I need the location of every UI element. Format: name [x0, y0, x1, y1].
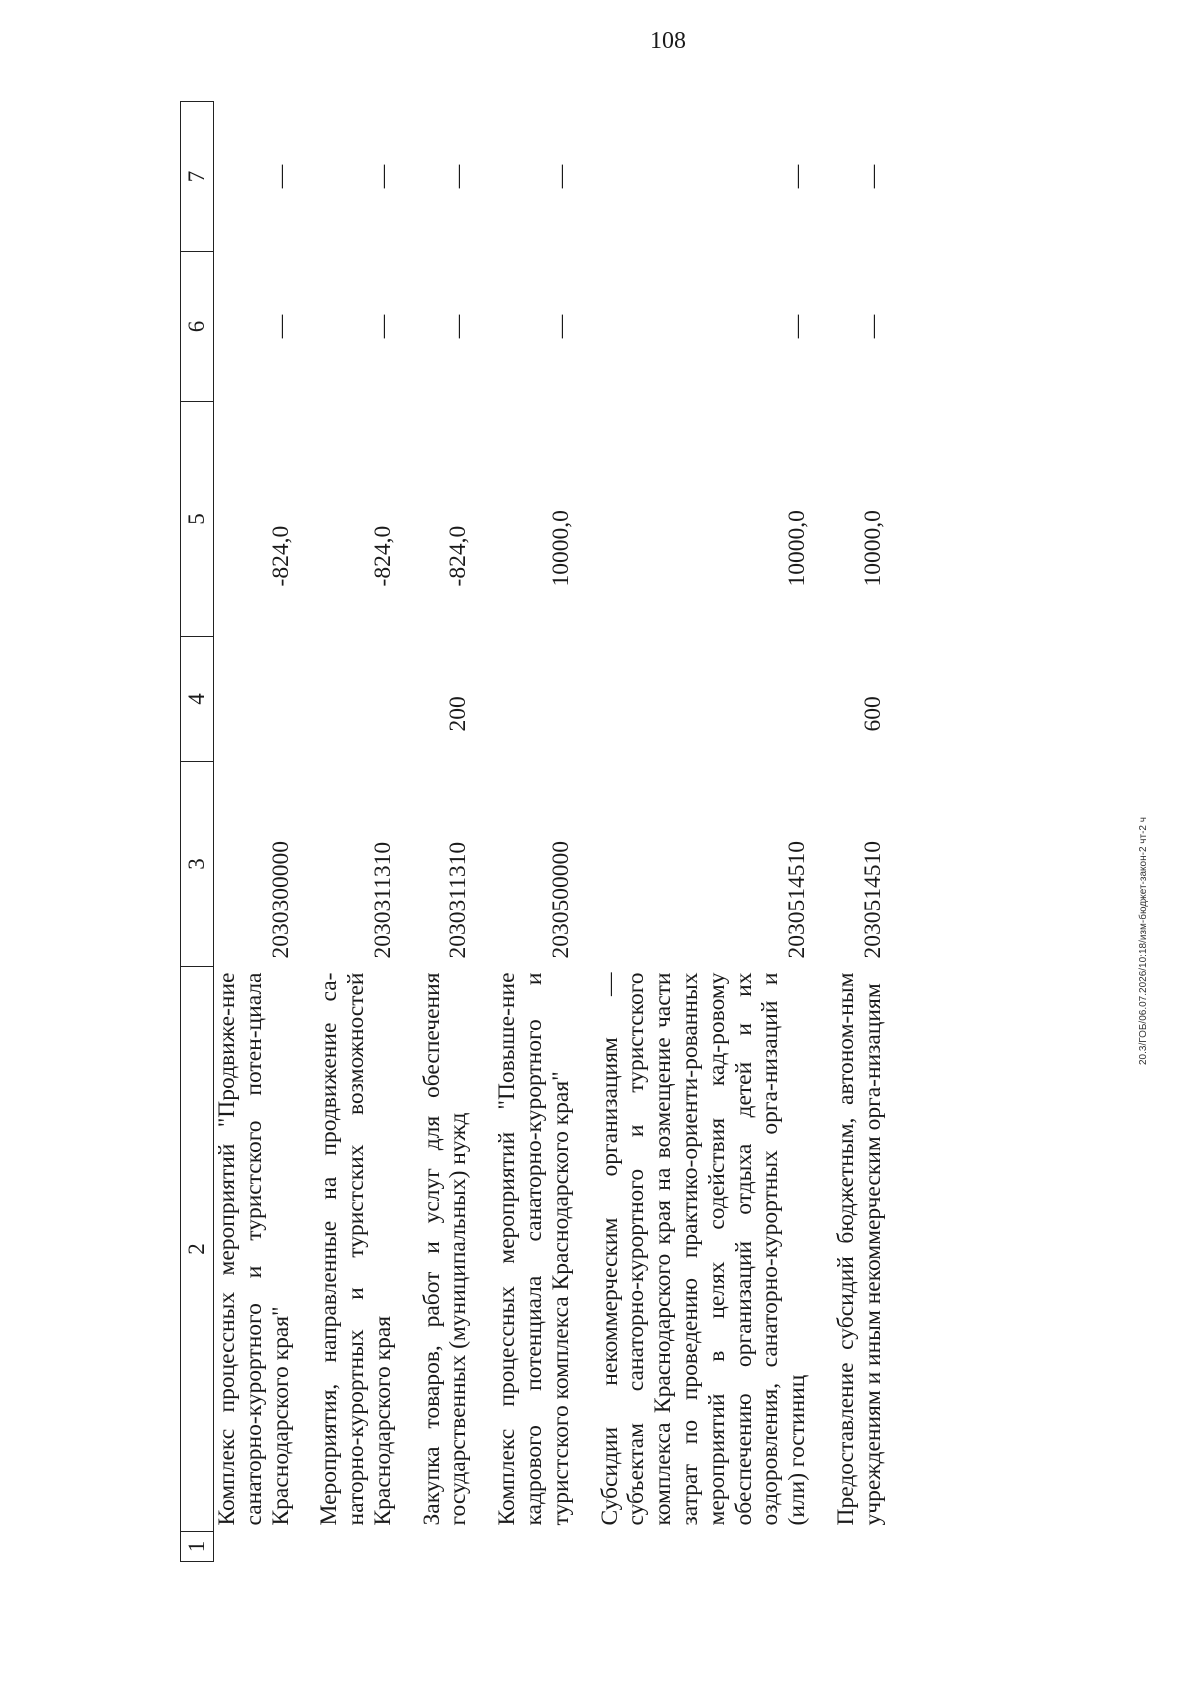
row-col-7: — [445, 164, 472, 189]
table-header-row [181, 102, 214, 1562]
table-row [833, 102, 909, 1562]
row-target-code: 2030300000 [267, 841, 294, 959]
table-row [316, 102, 418, 1562]
row-col-1 [494, 1532, 596, 1562]
row-target-code: 2030500000 [547, 841, 574, 959]
row-col-6: — [784, 314, 811, 339]
row-col-1 [419, 1532, 495, 1562]
row-description: Мероприятия, направленные на продвижение са-наторно-курортных и туристских возможностей Краснодарского края [316, 972, 396, 1526]
footer-document-code: 20.3/ГОБ/06.07.2026/10:18/изм-бюджет-закон-2 чт-2 ч [1138, 817, 1149, 1065]
row-col-1 [833, 1532, 909, 1562]
header-col-5: 5 [181, 402, 214, 637]
row-col-1 [316, 1532, 418, 1562]
row-amount: 10000,0 [547, 510, 574, 587]
row-expense-type [214, 637, 317, 762]
table-row [597, 102, 833, 1562]
row-target-code: 2030311310 [369, 841, 396, 959]
page-number: 108 [650, 28, 686, 54]
row-col-7: — [859, 164, 886, 189]
row-description: Комплекс процессных мероприятий "Продвиже-ние санаторно-курортного и туристского потен-циала Краснодарского края" [214, 972, 294, 1526]
row-amount: -824,0 [445, 525, 472, 587]
header-col-7: 7 [181, 102, 214, 252]
row-col-7: — [369, 164, 396, 189]
budget-table [180, 101, 908, 1562]
row-amount: -824,0 [267, 525, 294, 587]
header-col-1: 1 [181, 1532, 214, 1562]
header-col-2: 2 [181, 967, 214, 1532]
row-description: Предоставление субсидий бюджетным, автоном-ным учреждениям и иным некоммерческим орга-низациям [832, 972, 886, 1526]
row-target-code: 2030311310 [445, 841, 472, 959]
header-col-3: 3 [181, 762, 214, 967]
row-col-7: — [784, 164, 811, 189]
row-col-6: — [859, 314, 886, 339]
row-col-7: — [267, 164, 294, 189]
row-col-6: — [547, 314, 574, 339]
row-amount: 10000,0 [859, 510, 886, 587]
table-row [494, 102, 596, 1562]
header-col-4: 4 [181, 637, 214, 762]
row-amount: 10000,0 [784, 510, 811, 587]
row-expense-type [494, 637, 596, 762]
table-row [419, 102, 495, 1562]
row-col-1 [597, 1532, 833, 1562]
row-col-6: — [369, 314, 396, 339]
row-col-1 [214, 1532, 317, 1562]
row-description: Субсидии некоммерческим организациям — субъектам санаторно-курортного и туристского комплекса Краснодарского края на возмещение части затрат по проведению практико-ориенти-рованных мероприятий в целях содействия кад-ровому обеспечению организаций отдыха детей и их оздоровления, санаторно-курортных орга-низаций и (или) гостиниц [596, 972, 811, 1526]
row-col-7: — [547, 164, 574, 189]
row-amount: -824,0 [369, 525, 396, 587]
header-col-6: 6 [181, 252, 214, 402]
row-description: Комплекс процессных мероприятий "Повыше-ние кадрового потенциала санаторно-курортного и туристского комплекса Краснодарского края" [494, 972, 574, 1526]
row-expense-type: 200 [445, 696, 472, 732]
row-expense-type: 600 [859, 696, 886, 732]
row-col-6: — [267, 314, 294, 339]
table-row [214, 102, 317, 1562]
rotated-table-container [180, 102, 908, 1562]
row-expense-type [316, 637, 418, 762]
row-target-code: 2030514510 [859, 841, 886, 959]
row-col-6: — [445, 314, 472, 339]
row-description: Закупка товаров, работ и услуг для обеспечения государственных (муниципальных) нужд [418, 972, 472, 1526]
row-target-code: 2030514510 [784, 841, 811, 959]
row-expense-type [597, 637, 833, 762]
